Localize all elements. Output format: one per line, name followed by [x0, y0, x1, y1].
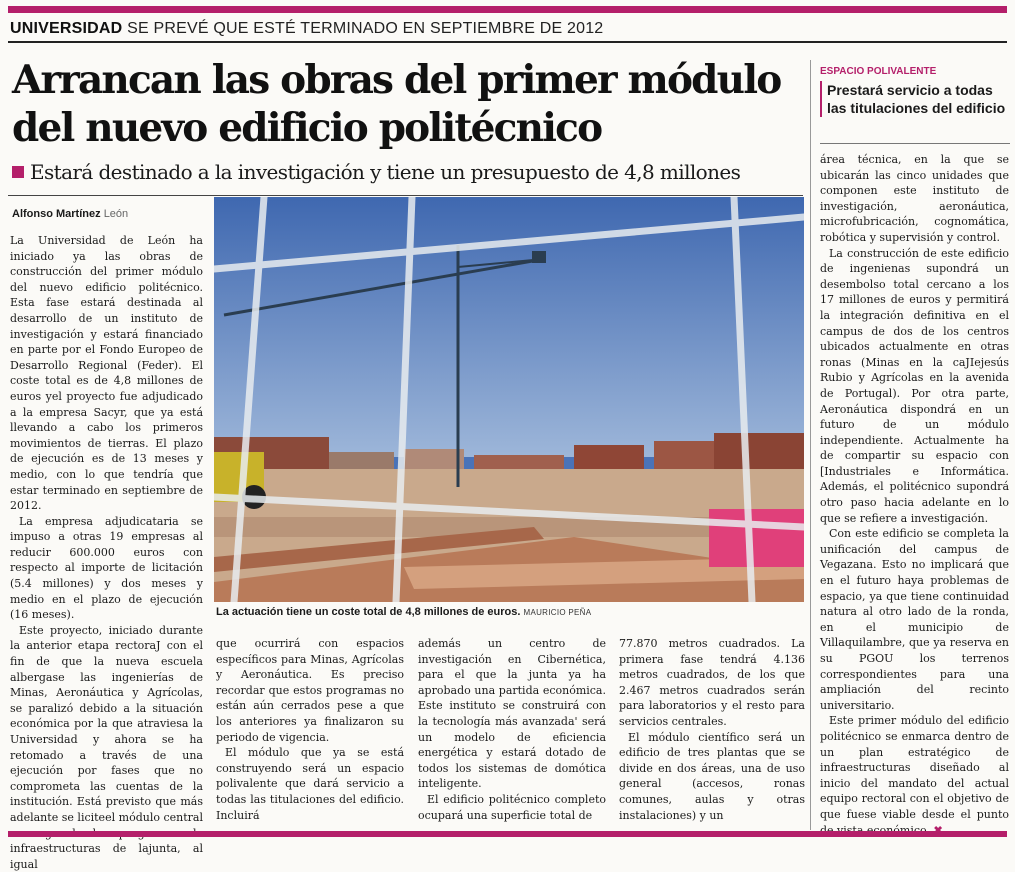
top-accent-bar	[8, 6, 1007, 13]
paragraph: que ocurrirá con espacios específicos para Minas, Agrícolas y Aeronáutica. Es preciso recordar que estos programas no están aún cerrados pese a que los anteriores ya finalizaron su periodo de vigencia.	[216, 637, 404, 744]
crane-counterweight	[532, 251, 546, 263]
paragraph: La empresa adjudicataria se impuso a otras 19 empresas al reducir 600.000 euros con respecto al importe de licitación (5.4 millones) y dos meses y medio en el plazo de ejecución (16 meses).	[10, 514, 203, 622]
paragraph	[820, 713, 1009, 839]
subheadline	[12, 160, 802, 184]
paragraph: 77.870 metros cuadrados. La primera fase tendrá 4.136 metros cuadrados, de los que 2.467 metros cuadrados serán para laboratorios y el resto para servicios centrales.	[619, 637, 805, 728]
kicker-text: SE PREVÉ QUE ESTÉ TERMINADO EN SEPTIEMBRE DE 2012	[127, 20, 604, 37]
subhead-rule	[8, 195, 803, 196]
article-column-2	[216, 636, 404, 823]
caption-text: La actuación tiene un coste total de 4,8 millones de euros.	[216, 606, 521, 618]
column-divider	[810, 60, 811, 830]
paragraph: La construcción de este edificio de ingenienas supondrá un desembolso total cercano a los 17 millones de euros y permitirá la integración definitiva en el campus de dos de los centros ubicados actualmente en otras ronas (Minas en la caJIejesús Rubio y Agrícolas en la avenida de Portugal). Por otra parte, Aeronáutica dispondrá en un futuro de un módulo independiente. Actualmente ha de compartir su espacio con [Industriales e Informática. Además, el politécnico supondrá otro paso hacia adelante en lo que se refiere a investigación.	[820, 246, 1009, 525]
paragraph: además un centro de investigación en Cibernética, para el que la junta ya ha aprobado una partida económica. Este instituto se construirá con la tecnología más avanzada' será un modelo de eficiencia energética y estará dotado de todos los sistemas de domótica inteligente.	[418, 637, 606, 791]
paragraph: Este proyecto, iniciado durante la anterior etapa rectoraJ con el fin de que la nueva escuela albergase las ingenierías de Minas, Aeronáutica y Agrícolas, se paralizó debido a la situación económica por la que atraviesa la Universidad y ahora se ha retomado a través de una ejecución por fases que no comprometa las cuentas de la institución. Está previsto que más adelante se liciteel módulo central infraestructuras de lajunta, al igual	[10, 623, 203, 871]
article-column-3	[418, 636, 606, 823]
article-column-5	[820, 152, 1009, 839]
byline	[12, 208, 128, 220]
paragraph: Con este edificio se completa la unificación del campus de Vegazana. Esto no implicará que en el futuro haya problemas de espacio, ya que tiene continuidad natura al otro lado de la ronda, en el municipio de Villaquilambre, que ya reserva en su PGOU los terrenos correspondientes para una ampliación del recinto universitario.	[820, 527, 1009, 712]
sidebar-rule	[820, 143, 1010, 144]
caption-credit: MAURICIO PEÑA	[523, 608, 592, 617]
paragraph-text: Este primer módulo del edificio politécnico se enmarca dentro de un plan estratégico de infraestructuras diseñado al inicio del mandato del actual equipo rectoral con el objetivo de que fuese viable desde el punto	[820, 714, 1009, 821]
byline-author: Alfonso Martínez	[12, 208, 101, 220]
headline: Arrancan las obras del primer módulo del nuevo edificio politécnico	[12, 57, 781, 151]
construction-scene	[214, 197, 804, 602]
photo-caption	[216, 606, 804, 618]
sky	[214, 197, 804, 457]
kicker	[10, 20, 870, 38]
construction-photo	[214, 197, 804, 602]
article-column-1	[10, 233, 203, 872]
byline-place: León	[103, 208, 129, 220]
article-column-4	[619, 636, 805, 823]
paragraph: La Universidad de León ha iniciado ya las obras de construcción del primer módulo del nuevo edificio politécnico. Esta fase estará destinada al desarrollo de un instituto de investigación y estará financiado en parte por el Fondo Europeo de Desarrollo Regional (Feder). El coste total es de 4,8 millones de euros yel proyecto fue adjudicado a la empresa Sacyr, que ya está llevando a cabo los primeros movimientos de tierras. El plazo de ejecución es de 13 meses y medio, con lo que tendría que estar terminado en septiembre de 2012.	[10, 234, 203, 513]
paragraph: área técnica, en la que se ubicarán las cinco unidades que componen este instituto de investigación, aeronáutica, microfubricación, cognomática, robótica y supervisión y control.	[820, 153, 1009, 244]
paragraph: El módulo científico será un edificio de tres plantas que se divide en dos áreas, una de uso general (accesos, ronas comunes, aulas y otras instalaciones) y un	[619, 730, 805, 822]
pink-barrier	[709, 509, 804, 567]
sidebar-box	[820, 66, 1010, 117]
kicker-section: UNIVERSIDAD	[10, 20, 123, 37]
top-rule	[8, 41, 1007, 43]
bullet-square-icon	[12, 166, 24, 178]
sidebar-headline: Prestará servicio a todas las titulaciones del edificio	[820, 81, 1010, 117]
paragraph: El módulo que ya se está construyendo será un espacio polivalente que dará servicio a todas las titulaciones del edificio. Incluirá	[216, 746, 404, 822]
paragraph: El edificio politécnico completo ocupará una superficie total de	[418, 792, 606, 822]
bottom-accent-bar	[8, 831, 1007, 837]
sidebar-label: ESPACIO POLIVALENTE	[820, 66, 937, 77]
subheadline-text: Estará destinado a la investigación y tiene un presupuesto de 4,8 millones	[30, 160, 741, 184]
